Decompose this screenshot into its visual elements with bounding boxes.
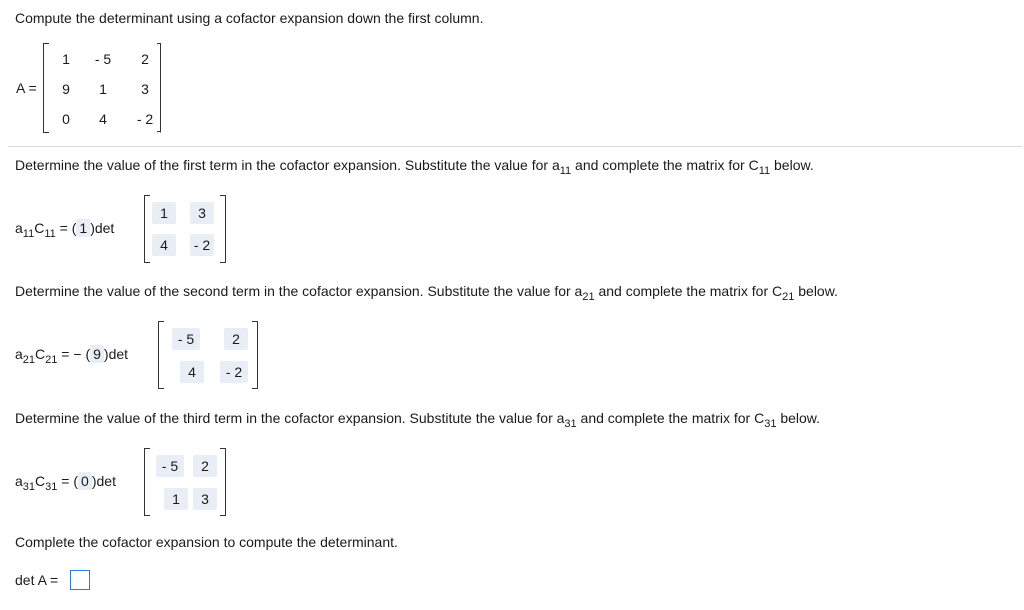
step2-minor-cell[interactable]: 2 <box>224 328 248 350</box>
matrix-a-cell: 3 <box>141 81 149 97</box>
matrix-a-cell: 2 <box>141 51 149 67</box>
matrix-a-left-bracket <box>43 43 49 133</box>
step2-minor-cell[interactable]: 4 <box>180 361 204 383</box>
step2-minor-cell[interactable]: - 2 <box>220 361 248 383</box>
step3-minor-cell[interactable]: - 5 <box>156 455 184 477</box>
step1-minor-cell[interactable]: 3 <box>190 202 214 224</box>
matrix-a-right-tick-top <box>157 43 161 44</box>
matrix-a-right-tick-bottom <box>157 131 161 132</box>
det-a-answer-input[interactable] <box>70 570 90 590</box>
step3-coefficient: 0 <box>78 472 92 490</box>
matrix-a-cell: - 2 <box>136 111 154 127</box>
step2-right-bracket <box>252 321 258 389</box>
step1-expression: $a_{11}C_{11}$ = ( 1 )det <box>15 220 115 240</box>
det-a-label: det A = <box>15 572 59 588</box>
step3-minor-cell[interactable]: 2 <box>193 455 217 477</box>
step3-left-bracket <box>144 448 150 516</box>
step3-minor-cell[interactable]: 1 <box>164 488 188 510</box>
step1-minor-cell[interactable]: - 2 <box>190 234 214 256</box>
matrix-a-cell: 1 <box>99 81 107 97</box>
instruction-text: Compute the determinant using a cofactor expansion down the first column. <box>15 10 484 26</box>
step1-right-bracket <box>220 195 226 263</box>
section-divider <box>8 146 1022 147</box>
step2-prompt: Determine the value of the second term in the cofactor expansion. Substitute the value for $a_{21}$ and complete the matrix for $C_{21}$ below. <box>15 283 838 303</box>
matrix-a-cell: 0 <box>62 111 70 127</box>
step3-minor-cell[interactable]: 3 <box>193 488 217 510</box>
step1-left-bracket <box>144 195 150 263</box>
step1-minor-cell[interactable]: 1 <box>152 202 176 224</box>
step1-prompt: Determine the value of the first term in the cofactor expansion. Substitute the value for $a_{11}$ and complete the matrix for $C_{11}$ below. <box>15 157 814 177</box>
final-prompt: Complete the cofactor expansion to compute the determinant. <box>15 534 398 550</box>
matrix-a-cell: 4 <box>99 111 107 127</box>
step3-right-bracket <box>220 448 226 516</box>
matrix-a-cell: - 5 <box>94 51 112 67</box>
step2-left-bracket <box>158 321 164 389</box>
step2-minor-cell[interactable]: - 5 <box>172 328 200 350</box>
matrix-a-cell: 9 <box>62 81 70 97</box>
step2-coefficient: 9 <box>90 345 104 363</box>
step1-minor-cell[interactable]: 4 <box>152 234 176 256</box>
step3-prompt: Determine the value of the third term in the cofactor expansion. Substitute the value for $a_{31}$ and complete the matrix for $C_{31}$ below. <box>15 410 821 430</box>
matrix-a-cell: 1 <box>62 51 70 67</box>
step1-coefficient: 1 <box>76 219 90 237</box>
step3-expression: $a_{31}C_{31}$ = ( 0 )det <box>15 473 116 493</box>
step2-expression: $a_{21}C_{21}$ = − ( 9 )det <box>15 346 129 366</box>
matrix-a-label: A = <box>16 80 37 96</box>
